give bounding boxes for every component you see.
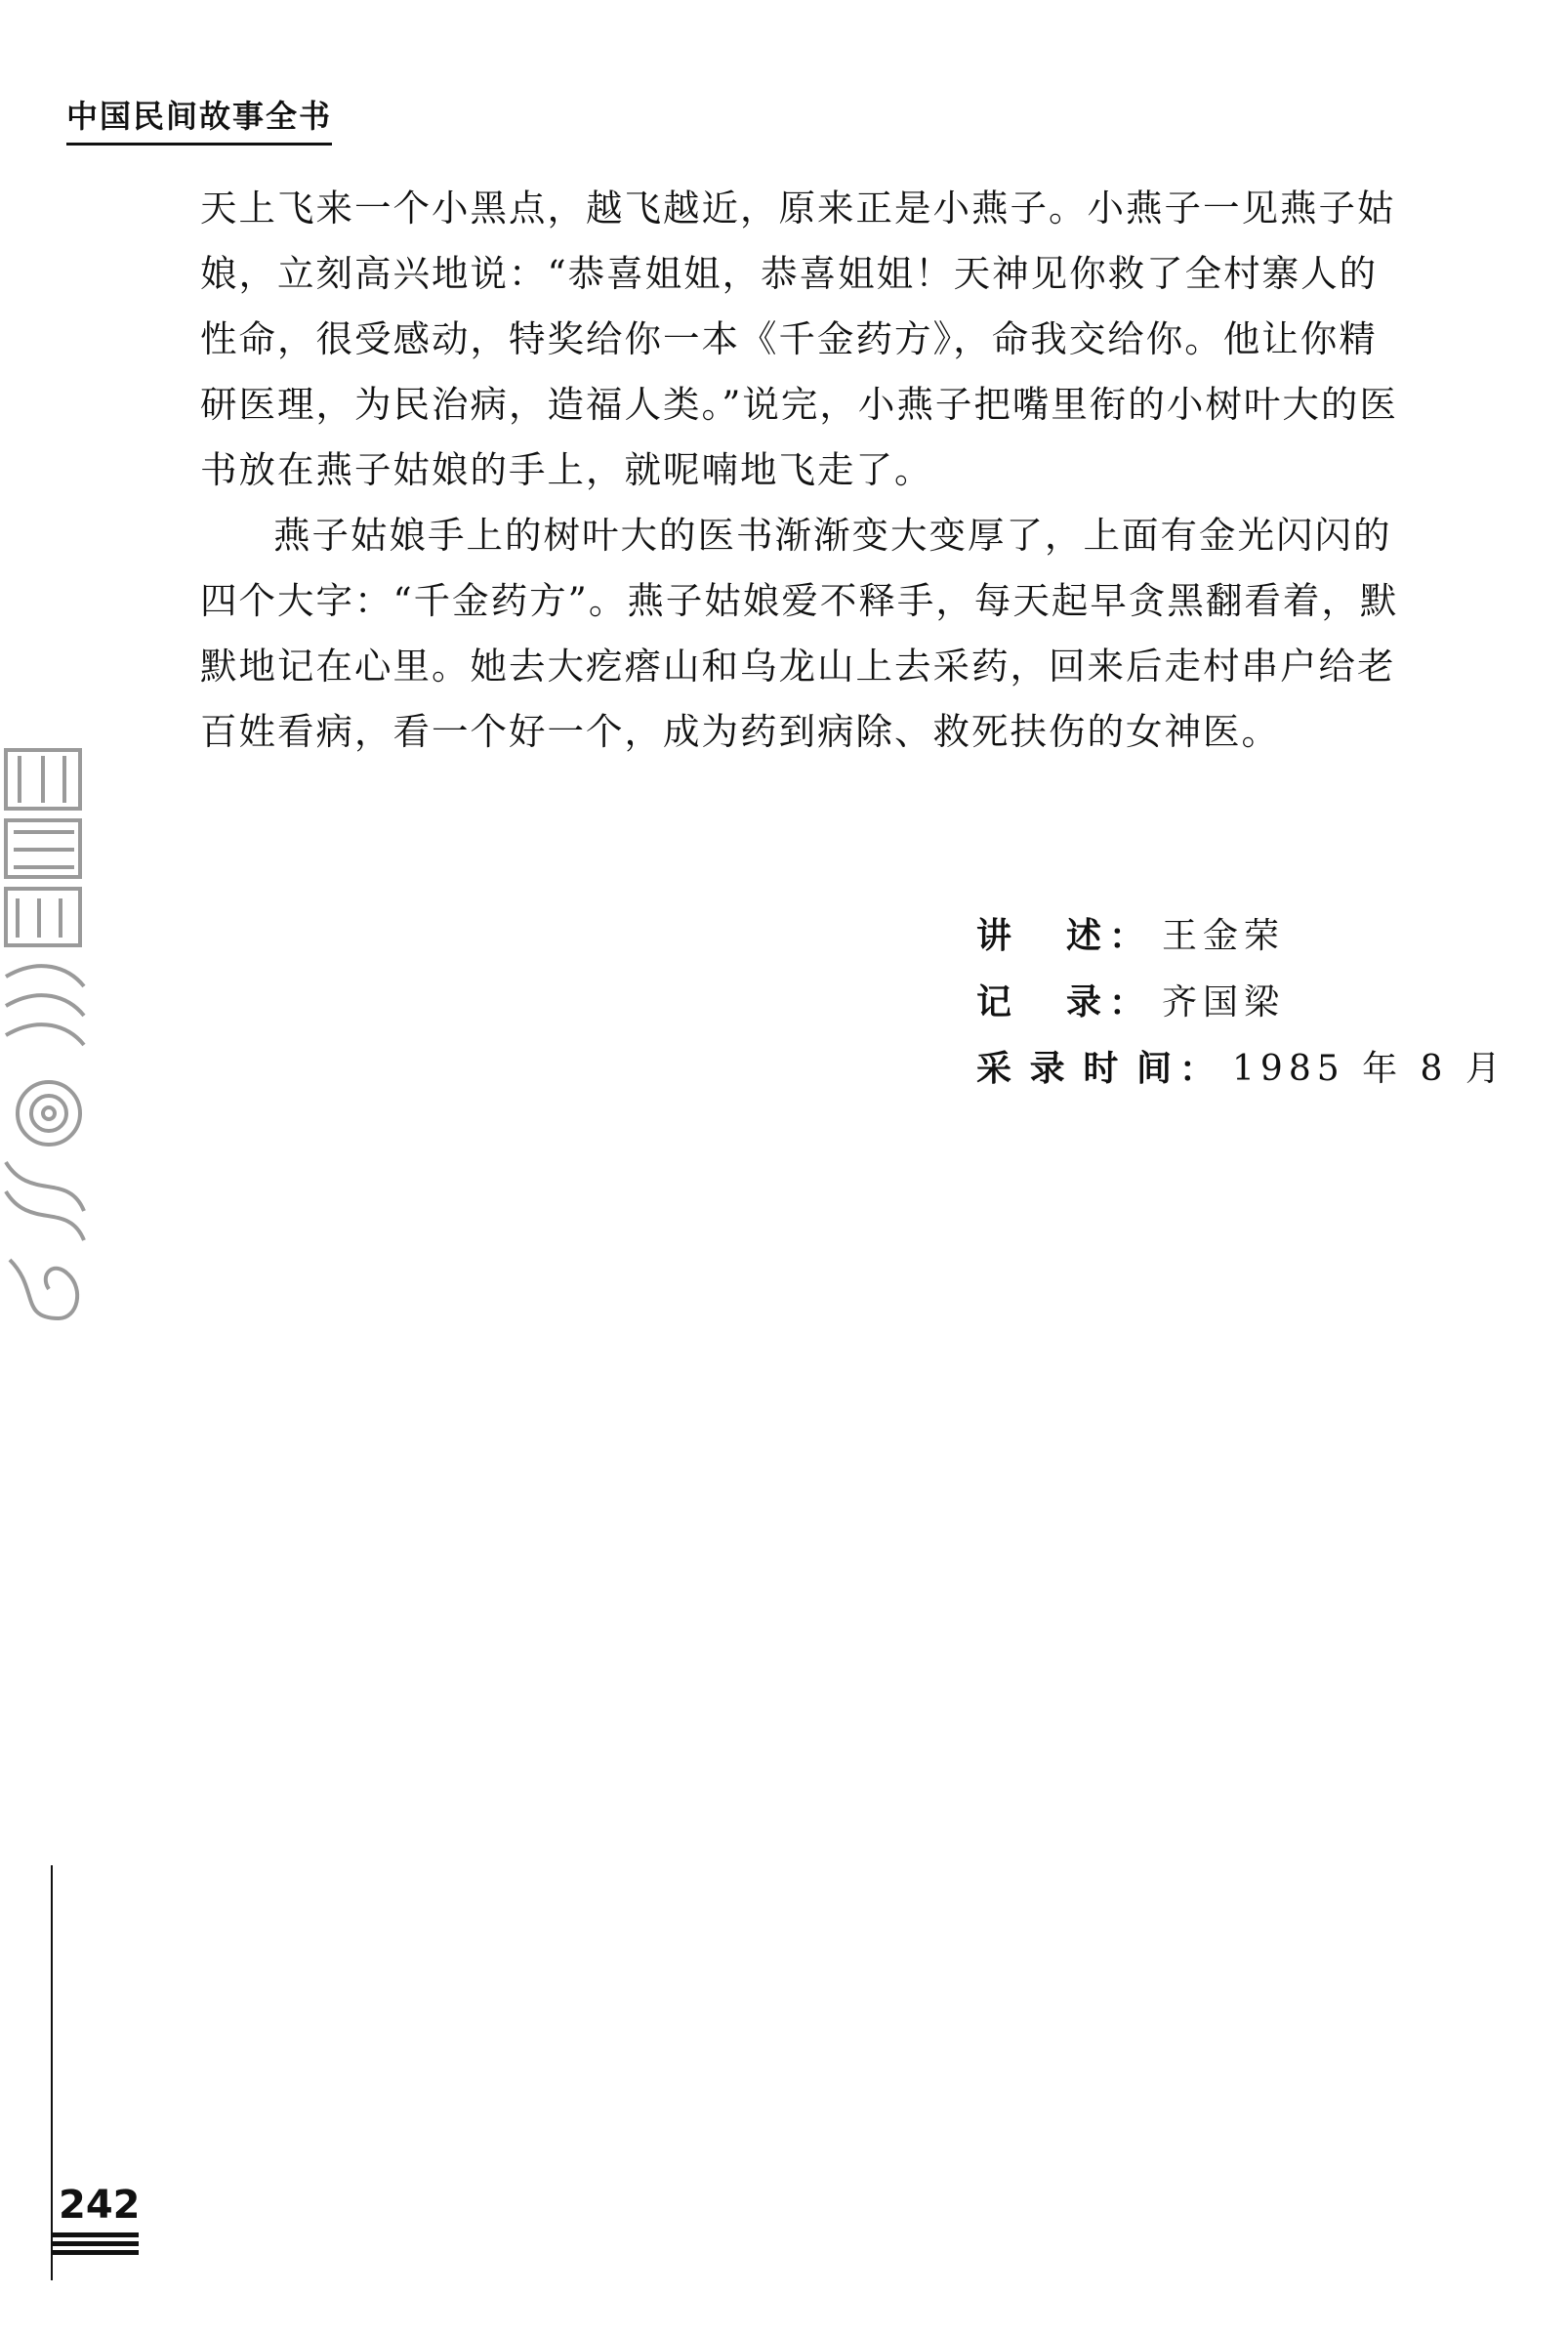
record-date: 1985 年 8 月 xyxy=(1232,1049,1506,1089)
bar xyxy=(51,2232,139,2237)
bar xyxy=(51,2241,139,2246)
bar xyxy=(51,2250,139,2255)
credit-recorder xyxy=(976,970,1506,1036)
recorder-label: 记录 xyxy=(976,982,1101,1022)
colon: ： xyxy=(1179,1049,1216,1090)
paragraph-2: 燕子姑娘手上的树叶大的医书渐渐变大变厚了，上面有金光闪闪的四个大字：“千金药方”。燕子姑娘爱不释手，每天起早贪黑翻看着，默默地记在心里。她去大疙瘩山和乌龙山上去采药，回来后走村串户给老百姓看病，看一个好一个，成为药到病除、救死扶伤的女神医。 xyxy=(200,514,1399,753)
colon: ： xyxy=(1109,982,1145,1023)
date-label: 采录时间 xyxy=(976,1049,1172,1089)
margin-rule xyxy=(51,1865,53,2280)
recorder-name: 齐国梁 xyxy=(1162,982,1286,1022)
credits-block xyxy=(976,903,1506,1103)
narrator-name: 王金荣 xyxy=(1162,916,1286,956)
credit-narrator xyxy=(976,903,1506,970)
credit-date xyxy=(976,1036,1506,1103)
story-body xyxy=(200,176,1401,765)
side-decoration-icon xyxy=(0,742,90,1328)
page-number-bars xyxy=(51,2232,139,2262)
page-number: 242 xyxy=(59,2183,141,2228)
paragraph-1: 天上飞来一个小黑点，越飞越近，原来正是小燕子。小燕子一见燕子姑娘，立刻高兴地说：“恭喜姐姐，恭喜姐姐！天神见你救了全村寨人的性命，很受感动，特奖给你一本《千金药方》，命我交给你。他让你精研医理，为民治病，造福人类。”说完，小燕子把嘴里衔的小树叶大的医书放在燕子姑娘的手上，就呢喃地飞走了。 xyxy=(200,187,1398,491)
narrator-label: 讲述 xyxy=(976,916,1101,956)
colon: ： xyxy=(1109,916,1145,957)
book-title: 中国民间故事全书 xyxy=(66,92,332,146)
